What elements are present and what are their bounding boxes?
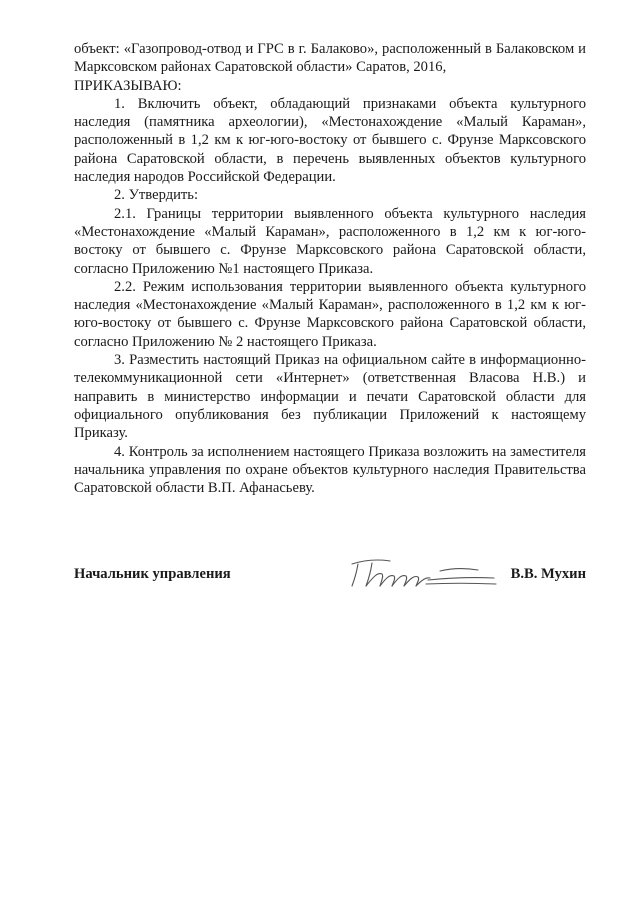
order-item-2-1: 2.1. Границы территории выявленного объекта культурного наследия «Местонахождение «Малый Караман», расположенного в 1,2 км к юг-юго-востоку от бывшего с. Фрунзе Марксовского района Саратовской области, согласно Приложению №1 настоящего Приказа.: [74, 205, 586, 277]
preamble-continuation: объект: «Газопровод-отвод и ГРС в г. Балаково», расположенный в Балаковском и Марксовском районах Саратовской области» Саратов, 2016,: [74, 41, 586, 76]
order-body: [74, 40, 586, 497]
order-item-2-2: 2.2. Режим использования территории выявленного объекта культурного наследия «Местонахождение «Малый Караман», расположенного в 1,2 км к юг-юго-востоку от бывшего с. Фрунзе Марксовского района Саратовской области, согласно Приложению № 2 настоящего Приказа.: [74, 278, 586, 350]
order-keyword: ПРИКАЗЫВАЮ:: [74, 77, 182, 94]
signatory-position: Начальник управления: [74, 566, 231, 582]
order-item-2: 2. Утвердить:: [114, 187, 199, 204]
signature-block: [74, 556, 586, 596]
signatory-name: В.В. Мухин: [510, 566, 586, 582]
order-item-3: 3. Разместить настоящий Приказ на официальном сайте в информационно-телекоммуникационной сети «Интернет» (ответственная Власова Н.В.) и направить в министерство информации и печати Саратовской области для официального опубликования без публикации Приложений к настоящему Приказу.: [74, 352, 586, 442]
order-item-1: 1. Включить объект, обладающий признаками объекта культурного наследия (памятника археологии), «Местонахождение «Малый Караман», расположенный в 1,2 км к юг-юго-востоку от бывшего с. Фрунзе Марксовского района Саратовской области, в перечень выявленных объектов культурного наследия народов Российской Федерации.: [74, 95, 586, 186]
handwritten-signature: [344, 556, 504, 590]
order-item-4: 4. Контроль за исполнением настоящего Приказа возложить на заместителя начальника управления по охране объектов культурного наследия Правительства Саратовской области В.П. Афанасьеву.: [74, 443, 586, 497]
